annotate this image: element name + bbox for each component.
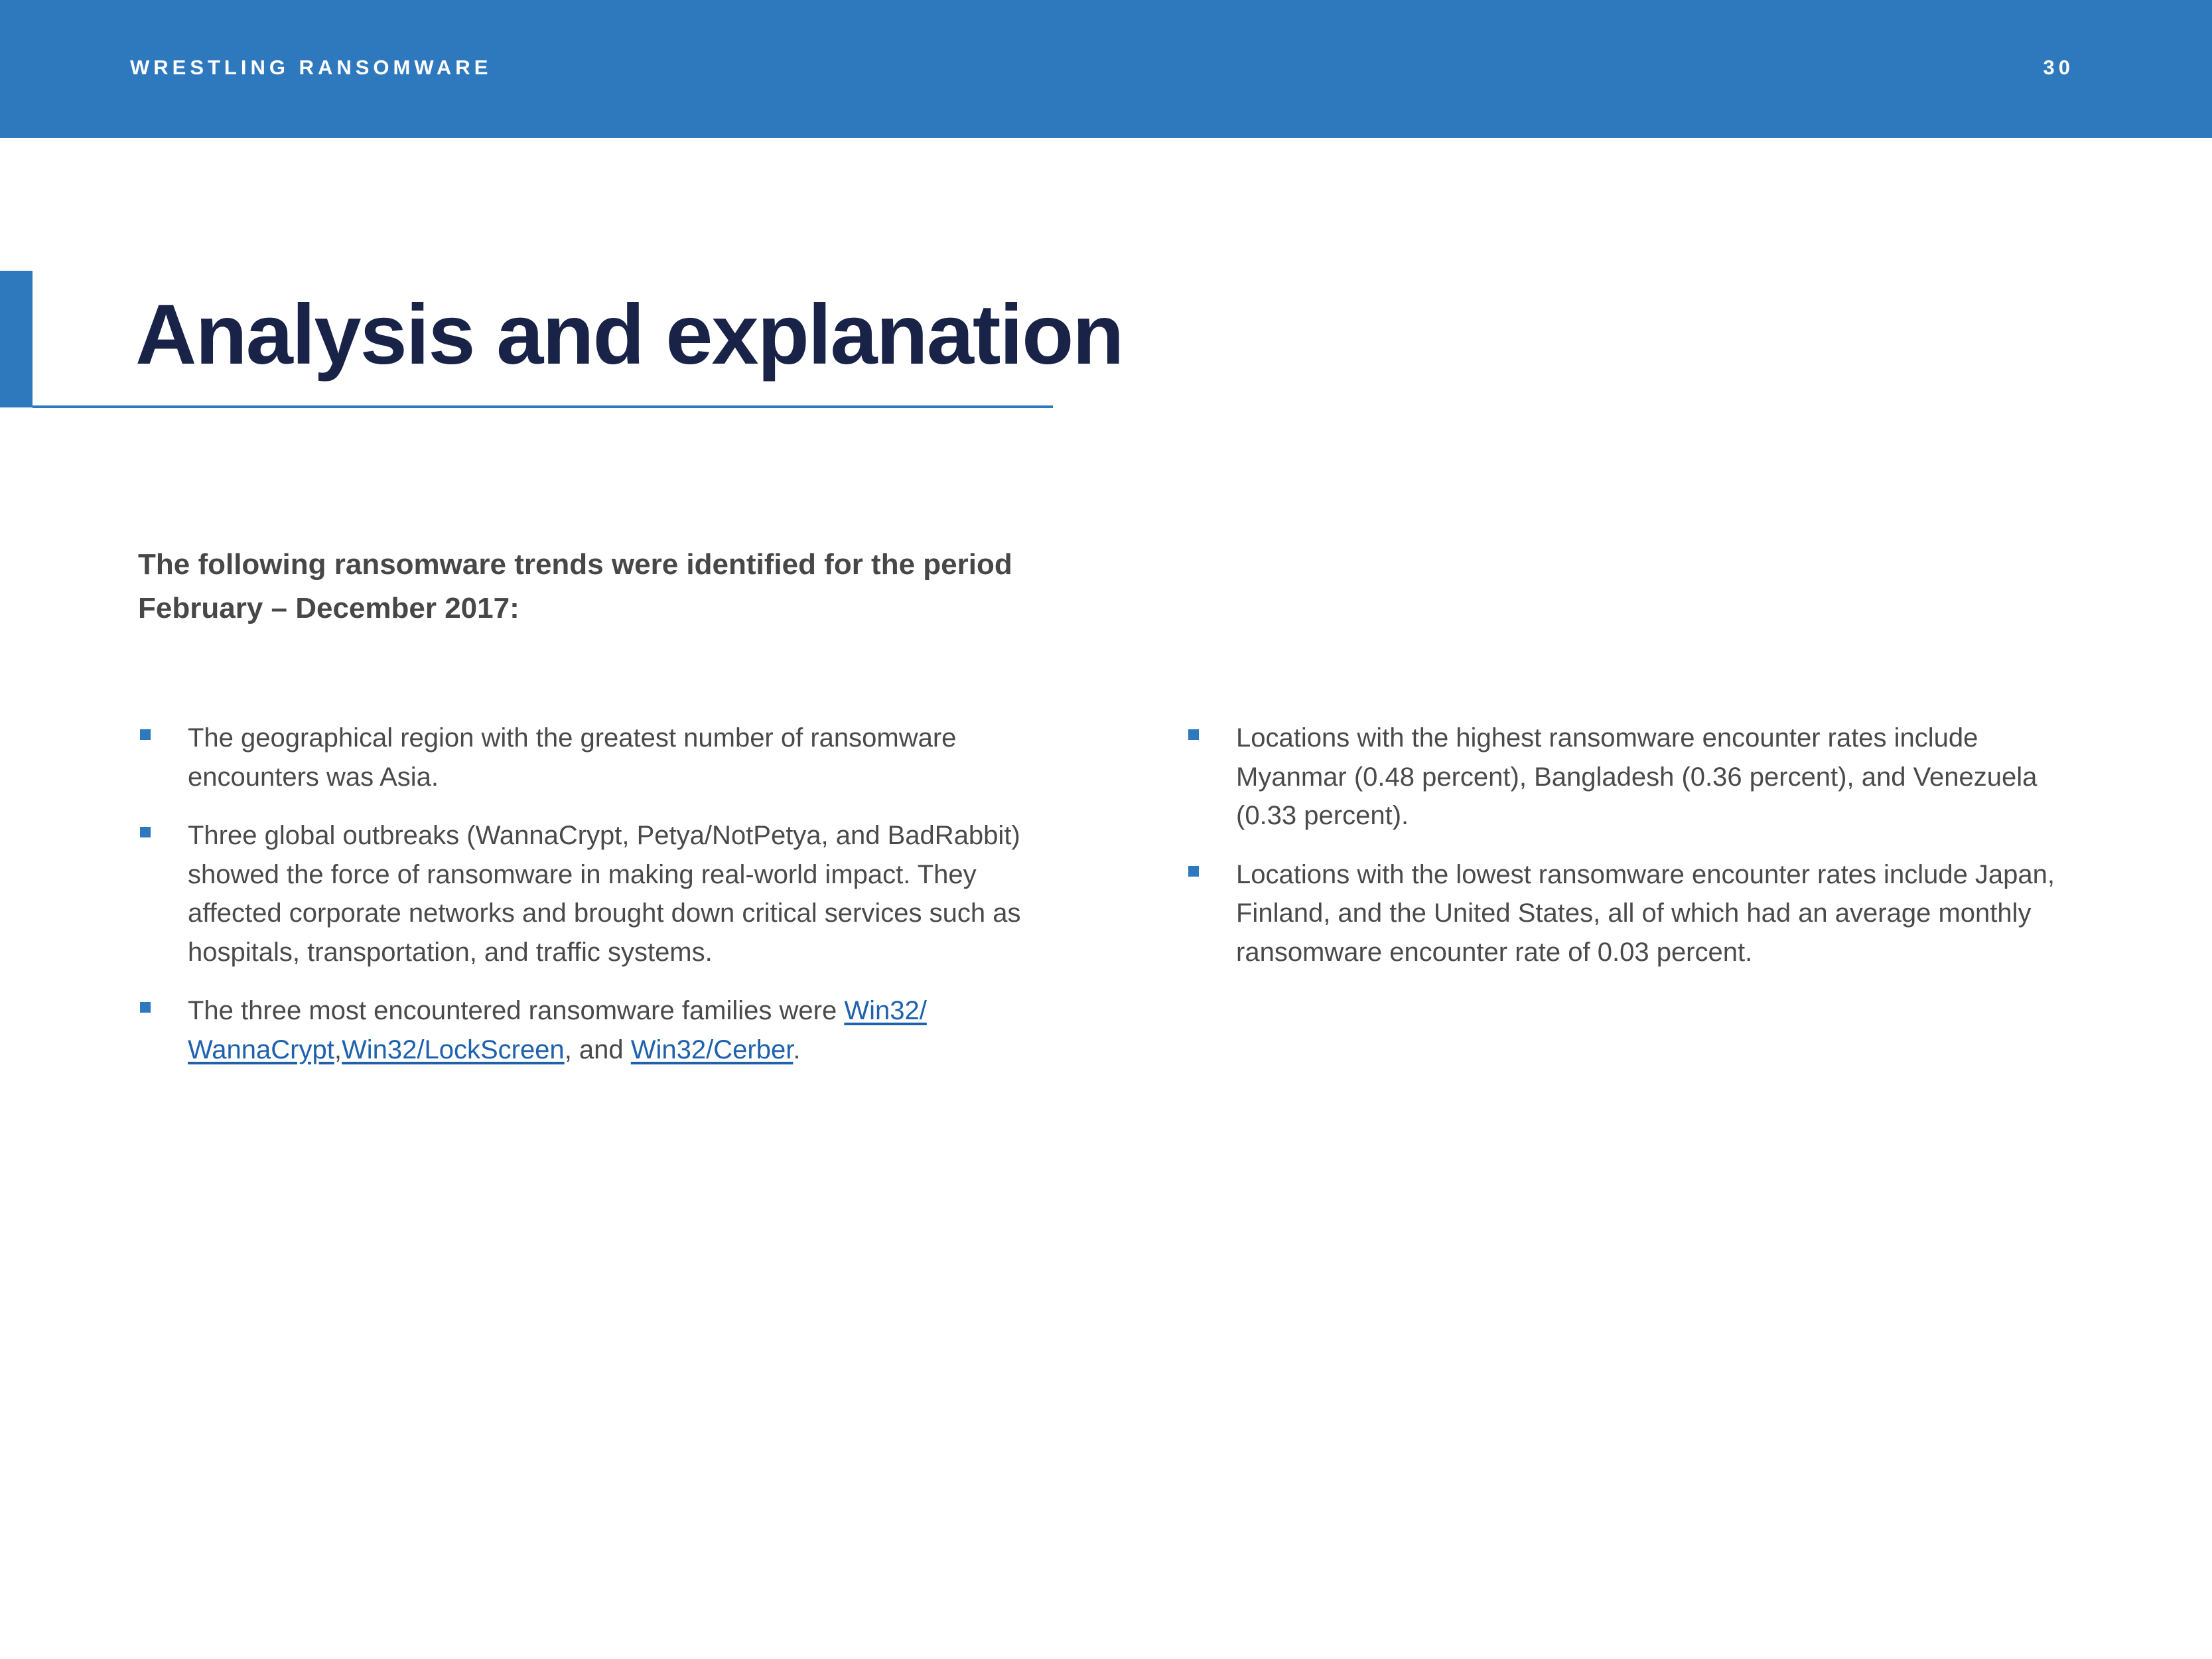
cerber-link[interactable]: Win32/Cerber [630,1035,794,1064]
link-separator: , [334,1035,342,1064]
bullet-text: Locations with the highest ransomware encounter rates include Myanmar (0.48 percent), Bangladesh (0.36 percent), and Venezuela (0.33 percent). [1236,723,2038,830]
bullet-text: Locations with the lowest ransomware encounter rates include Japan, Finland, and the United States, all of which had an average monthly ransomware encounter rate of 0.03 percent. [1236,859,2055,967]
intro-line-2: February – December 2017: [138,592,519,624]
page-header [0,0,2212,138]
square-bullet-icon [140,827,151,837]
square-bullet-icon [1188,729,1199,740]
document-title: WRESTLING RANSOMWARE [130,56,492,79]
bullet-item-lowest-rates [1186,855,2079,972]
page-number: 30 [2043,56,2074,79]
right-bullet-list [1186,719,2079,991]
intro-paragraph [138,543,1080,630]
lockscreen-link[interactable]: Win32/LockScreen [341,1035,565,1064]
link-conjunction: , and [564,1035,631,1064]
intro-line-1: The following ransomware trends were identified for the period [138,548,1012,581]
bullet-item-families [138,991,1060,1069]
bullet-text: Three global outbreaks (WannaCrypt, Petya/NotPetya, and BadRabbit) showed the force of ransomware in making real-world impact. They affected corporate networks and brought down critical services such as hospitals, transportation, and traffic systems. [188,821,1021,967]
wannacrypt-link-part-1: Win32/ [844,996,927,1025]
square-bullet-icon [1188,866,1199,877]
heading-underline [33,405,1053,408]
bullet-text-prefix: The three most encountered ransomware families were [188,996,845,1025]
sentence-period: . [793,1035,801,1064]
bullet-item-highest-rates [1186,719,2079,835]
bullet-item-outbreaks [138,816,1060,972]
square-bullet-icon [140,729,151,740]
wannacrypt-link-part-2: WannaCrypt [188,1035,334,1064]
left-bullet-list [138,719,1060,1089]
square-bullet-icon [140,1002,151,1013]
heading-accent-bar [0,271,33,407]
page-heading: Analysis and explanation [135,287,1123,382]
bullet-item-region [138,719,1060,796]
bullet-text: The geographical region with the greatest number of ransomware encounters was Asia. [188,723,957,792]
